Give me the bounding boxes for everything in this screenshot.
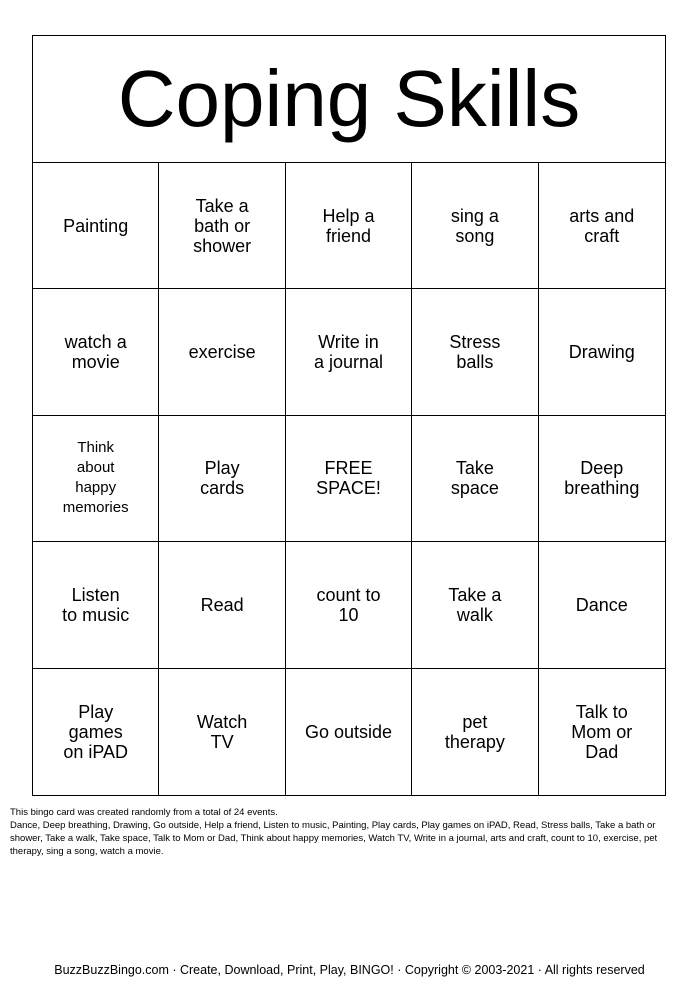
- cell-label: Think about happy memories: [62, 439, 129, 517]
- bingo-cell: [286, 669, 412, 795]
- cell-label: Drawing: [568, 342, 635, 363]
- bingo-grid: [33, 163, 665, 795]
- bingo-card: [32, 35, 666, 796]
- bingo-cell: [412, 163, 538, 289]
- cell-label: watch a movie: [64, 332, 127, 373]
- cell-label: sing a song: [450, 205, 499, 246]
- cell-label: Play cards: [200, 458, 245, 499]
- cell-label: Talk to Mom or Dad: [571, 701, 633, 762]
- bingo-cell: [539, 669, 665, 795]
- cell-label: Take a walk: [448, 584, 502, 625]
- bingo-cell: [412, 542, 538, 668]
- copyright-footer: BuzzBuzzBingo.com · Create, Download, Print, Play, BINGO! · Copyright © 2003-2021 · All rights reserved: [54, 963, 645, 977]
- events-intro: This bingo card was created randomly from a total of 24 events.: [10, 807, 278, 818]
- bingo-cell: [33, 163, 159, 289]
- cell-label: exercise: [188, 342, 256, 363]
- events-note: [10, 806, 690, 858]
- bingo-cell: [286, 163, 412, 289]
- cell-label: pet therapy: [444, 711, 505, 752]
- bingo-cell: [33, 669, 159, 795]
- cell-label: count to 10: [316, 584, 381, 625]
- bingo-cell: [539, 542, 665, 668]
- cell-label: Take space: [450, 458, 499, 499]
- bingo-cell: [33, 416, 159, 542]
- bingo-cell: [159, 163, 285, 289]
- cell-label: Listen to music: [62, 584, 130, 625]
- cell-label: Dance: [575, 594, 628, 615]
- cell-label: Go outside: [304, 721, 393, 742]
- cell-label: FREE SPACE!: [316, 458, 381, 499]
- bingo-cell: [286, 542, 412, 668]
- bingo-cell: [159, 289, 285, 415]
- cell-label: Help a friend: [322, 205, 375, 246]
- cell-label: Painting: [63, 215, 129, 236]
- bingo-cell: [412, 416, 538, 542]
- bingo-cell: [412, 289, 538, 415]
- cell-label: Take a bath or shower: [193, 195, 252, 256]
- cell-label: Read: [200, 594, 244, 615]
- bingo-cell: [539, 289, 665, 415]
- cell-label: Watch TV: [196, 711, 248, 752]
- bingo-cell: [159, 669, 285, 795]
- bingo-cell: [412, 669, 538, 795]
- card-title: Coping Skills: [33, 36, 665, 163]
- events-list: Dance, Deep breathing, Drawing, Go outside, Help a friend, Listen to music, Painting, Play cards, Play games on iPAD, Read, Stress balls, Take a bath or shower, Take a walk, Take space, Talk to Mom or Dad, Think about happy memories, Watch TV, Write in a journal, arts and craft, count to 10, exercise, pet therapy, sing a song, watch a movie.: [10, 820, 658, 857]
- free-space-cell: [286, 416, 412, 542]
- cell-label: arts and craft: [569, 205, 635, 246]
- cell-label: Write in a journal: [313, 332, 384, 373]
- bingo-cell: [159, 416, 285, 542]
- cell-label: Deep breathing: [564, 458, 640, 499]
- bingo-cell: [33, 542, 159, 668]
- bingo-cell: [286, 289, 412, 415]
- bingo-cell: [539, 163, 665, 289]
- cell-label: Play games on iPAD: [63, 701, 129, 762]
- cell-label: Stress balls: [449, 332, 501, 373]
- bingo-cell: [159, 542, 285, 668]
- bingo-cell: [539, 416, 665, 542]
- bingo-cell: [33, 289, 159, 415]
